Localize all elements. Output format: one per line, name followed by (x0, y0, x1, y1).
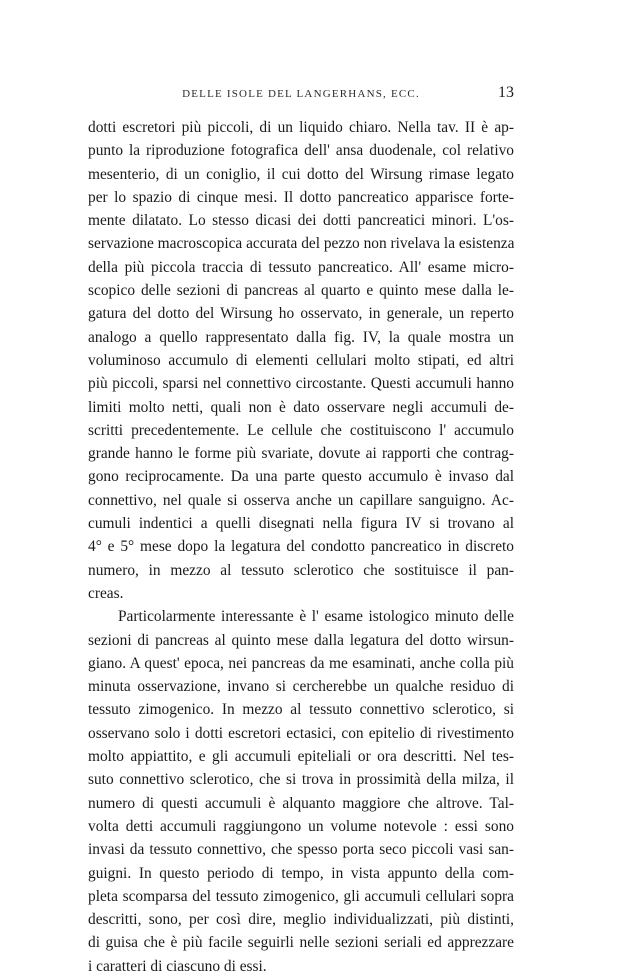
text-line: 4° e 5° mese dopo la legatura del condotto pancreatico in discreto (88, 538, 514, 556)
text-line: numero, in mezzo al tessuto sclerotico che sostituisce il pan- (88, 561, 514, 579)
text-line: della più piccola traccia di tessuto pancreatico. All' esame micro- (88, 258, 514, 276)
text-line: gatura del dotto del Wirsung ho osservato, in generale, un reperto (88, 305, 514, 323)
text-line: pleta scomparsa del tessuto zimogenico, gli accumuli cellulari sopra (88, 887, 514, 905)
text-line: sezioni di pancreas al quinto mese dalla legatura del dotto wirsun- (88, 631, 514, 649)
text-line: giano. A quest' epoca, nei pancreas da me esaminati, anche colla più (88, 654, 514, 672)
text-line: scritti precedentemente. Le cellule che costituiscono l' accumulo (88, 421, 514, 439)
text-line: i caratteri di ciascuno di essi. (88, 957, 267, 975)
text-line: mesenterio, di un coniglio, il cui dotto del Wirsung rimase legato (88, 165, 514, 183)
text-line: Particolarmente interessante è l' esame istologico minuto delle (118, 608, 514, 626)
text-line: numero di questi accumuli è alquanto maggiore che altrove. Tal- (88, 794, 514, 812)
text-line: per lo spazio di cinque mesi. Il dotto pancreatico apparisce forte- (88, 188, 514, 206)
text-line: punto la riproduzione fotografica dell' ansa duodenale, col relativo (88, 142, 514, 160)
paragraph-1 (88, 116, 514, 605)
text-line: guigni. In questo periodo di tempo, in vista appunto della com- (88, 864, 514, 882)
text-line: volta detti accumuli raggiungono un volume notevole : essi sono (88, 817, 514, 835)
text-line: voluminoso accumulo di elementi cellulari molto stipati, ed altri (88, 351, 514, 369)
text-line: gono reciprocamente. Da una parte questo accumulo è invaso dal (88, 468, 514, 486)
page-header (88, 84, 514, 106)
text-line: grande hanno le forme più svariate, dovute ai rapporti che contrag- (88, 445, 514, 463)
text-line: limiti molto netti, quali non è dato osservare negli accumuli de- (88, 398, 514, 416)
text-line: minuta osservazione, invano si cercherebbe un qualche residuo di (88, 678, 514, 696)
text-line: creas. (88, 584, 124, 602)
text-line: servazione macroscopica accurata del pezzo non rivelava la esistenza (88, 235, 514, 253)
text-line: mente dilatato. Lo stesso dicasi dei dotti pancreatici minori. L'os- (88, 212, 514, 230)
text-line: scopico delle sezioni di pancreas al quarto e quinto mese dalla le- (88, 282, 514, 300)
text-line: analogo a quello rappresentato dalla fig. IV, la quale mostra un (88, 328, 514, 346)
text-line: osservano solo i dotti escretori ectasici, con epitelio di rivestimento (88, 724, 514, 742)
text-line: tessuto zimogenico. In mezzo al tessuto connettivo sclerotico, si (88, 701, 514, 719)
paragraph-2 (88, 605, 514, 978)
page-number: 13 (498, 84, 514, 101)
body-text (88, 116, 514, 978)
text-line: connettivo, nel quale si osserva anche un capillare sanguigno. Ac- (88, 491, 514, 509)
text-line: di guisa che è più facile seguirli nelle sezioni seriali ed apprezzare (88, 934, 514, 952)
text-line: molto appiattito, e gli accumuli epiteliali or ora descritti. Nel tes- (88, 748, 514, 766)
text-line: più piccoli, sparsi nel connettivo circostante. Questi accumuli hanno (88, 375, 514, 393)
text-line: dotti escretori più piccoli, di un liquido chiaro. Nella tav. II è ap- (88, 119, 514, 136)
text-line: suto connettivo sclerotico, che si trova in prossimità della milza, il (88, 771, 514, 789)
text-line: cumuli indentici a quelli disegnati nella figura IV si trovano al (88, 515, 514, 533)
text-line: descritti, sono, per così dire, meglio individualizzati, più distinti, (88, 911, 514, 929)
running-head: DELLE ISOLE DEL LANGERHANS, ECC. (182, 88, 420, 100)
text-line: invasi da tessuto connettivo, che spesso porta seco piccoli vasi san- (88, 841, 514, 859)
